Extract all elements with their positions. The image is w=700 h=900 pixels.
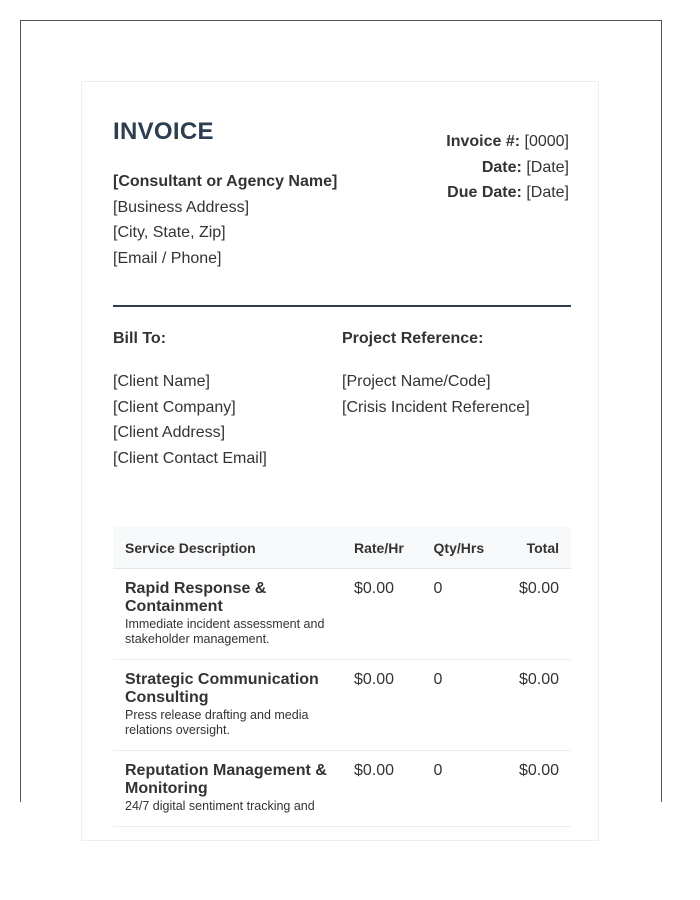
total-cell: $0.00 bbox=[502, 569, 571, 660]
qty-cell: 0 bbox=[422, 660, 502, 751]
service-title: Reputation Management & Monitoring bbox=[125, 762, 327, 797]
service-cell bbox=[113, 660, 342, 751]
total-cell: $0.00 bbox=[502, 660, 571, 751]
invoice-title: INVOICE bbox=[113, 118, 214, 145]
header-rate: Rate/Hr bbox=[342, 527, 422, 569]
header-qty: Qty/Hrs bbox=[422, 527, 502, 569]
client-address: [Client Address] bbox=[113, 424, 226, 442]
table-header-row bbox=[113, 527, 571, 569]
client-name: [Client Name] bbox=[113, 373, 210, 390]
service-cell bbox=[113, 751, 342, 827]
document-viewport bbox=[20, 20, 662, 813]
service-cell bbox=[113, 569, 342, 660]
header-service-description: Service Description bbox=[113, 527, 342, 569]
invoice-number-value: [0000] bbox=[524, 133, 569, 150]
incident-reference: [Crisis Incident Reference] bbox=[342, 398, 530, 416]
invoice-date-row bbox=[446, 155, 569, 181]
invoice-date-value: [Date] bbox=[526, 158, 569, 176]
bill-to-block bbox=[113, 369, 267, 472]
client-email: [Client Contact Email] bbox=[113, 450, 267, 468]
service-title: Rapid Response & Containment bbox=[125, 580, 267, 615]
bill-to-heading: Bill To: bbox=[113, 330, 167, 347]
table-row bbox=[113, 569, 571, 660]
invoice-page bbox=[81, 81, 599, 841]
client-company: [Client Company] bbox=[113, 398, 236, 416]
header-total: Total bbox=[502, 527, 571, 569]
invoice-date-label: Date: bbox=[481, 158, 522, 176]
project-reference-block bbox=[342, 369, 530, 420]
invoice-meta bbox=[446, 129, 569, 206]
project-reference-heading: Project Reference: bbox=[342, 330, 484, 347]
qty-cell: 0 bbox=[422, 751, 502, 827]
rate-cell: $0.00 bbox=[342, 569, 422, 660]
service-desc: Immediate incident assessment and stakeholder management. bbox=[125, 617, 325, 646]
due-date-value: [Date] bbox=[526, 184, 569, 201]
sender-name: [Consultant or Agency Name] bbox=[113, 173, 338, 190]
rate-cell: $0.00 bbox=[342, 660, 422, 751]
project-name: [Project Name/Code] bbox=[342, 373, 491, 390]
services-table bbox=[113, 527, 571, 827]
total-cell: $0.00 bbox=[502, 751, 571, 827]
header-divider bbox=[113, 305, 571, 307]
invoice-number-label: Invoice #: bbox=[446, 133, 521, 150]
table-row bbox=[113, 660, 571, 751]
table-row bbox=[113, 751, 571, 827]
rate-cell: $0.00 bbox=[342, 751, 422, 827]
qty-cell: 0 bbox=[422, 569, 502, 660]
service-desc: 24/7 digital sentiment tracking and bbox=[125, 799, 315, 813]
sender-address: [Business Address] bbox=[113, 198, 250, 216]
invoice-number-row bbox=[446, 129, 569, 155]
sender-city: [City, State, Zip] bbox=[113, 224, 226, 241]
due-date-row bbox=[446, 180, 569, 206]
service-desc: Press release drafting and media relations oversight. bbox=[125, 708, 309, 737]
sender-contact: [Email / Phone] bbox=[113, 249, 222, 267]
due-date-label: Due Date: bbox=[447, 184, 522, 201]
service-title: Strategic Communication Consulting bbox=[125, 671, 319, 706]
sender-block bbox=[113, 169, 337, 271]
